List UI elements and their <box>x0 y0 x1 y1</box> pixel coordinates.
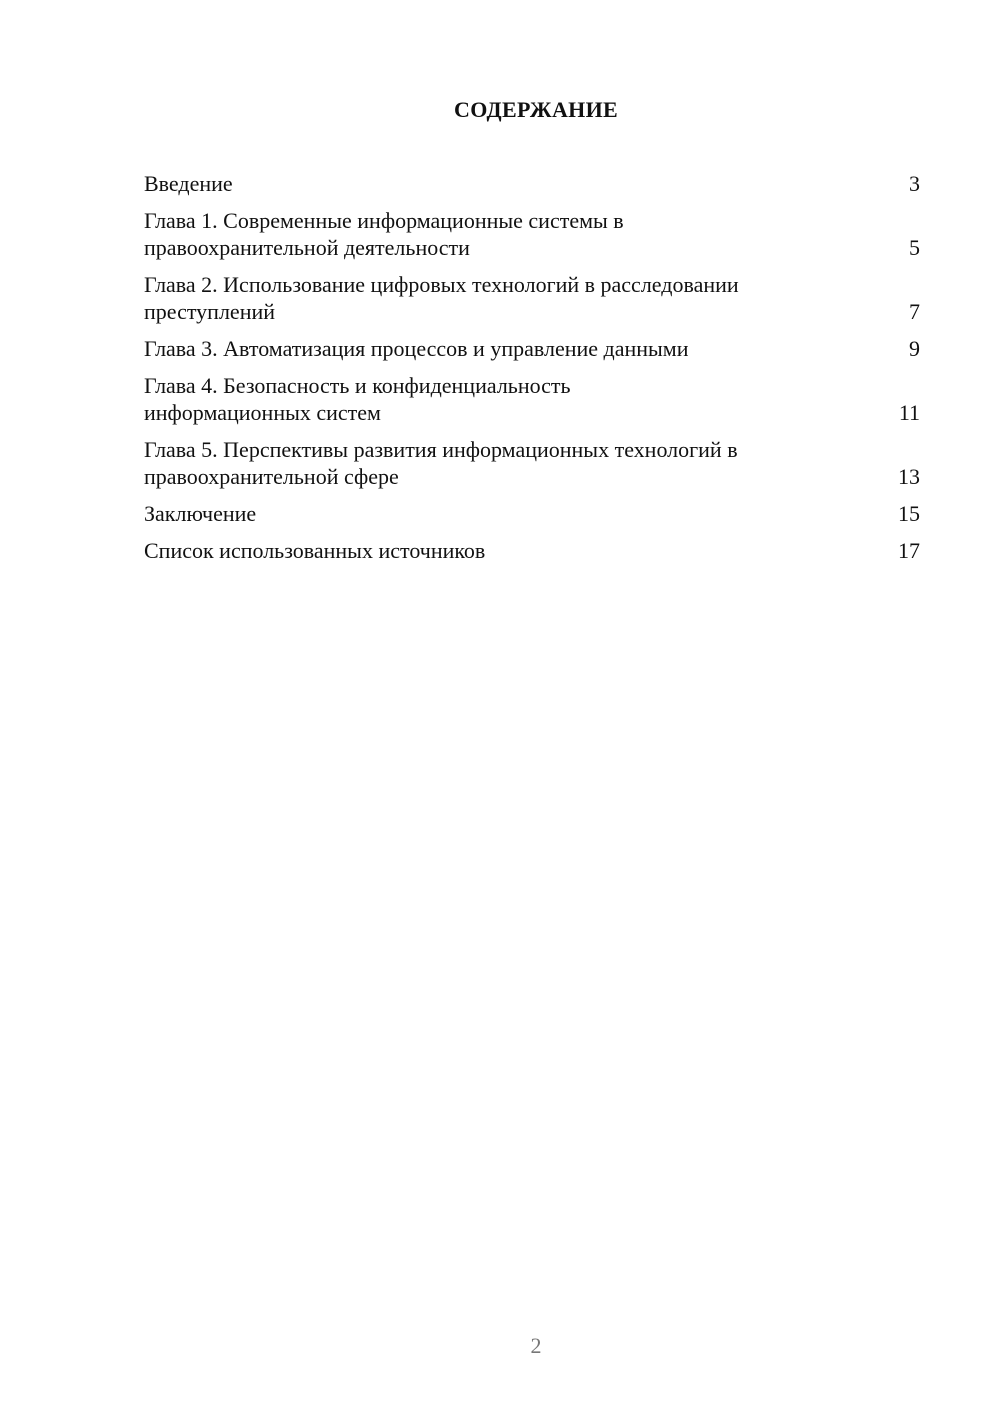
toc-entry-page: 15 <box>898 501 920 526</box>
toc-entry-page: 13 <box>898 464 920 489</box>
toc-entry-text: Глава 1. Современные информационные системы в правоохранительной деятельности <box>144 208 624 260</box>
toc-entry-page: 17 <box>898 538 920 563</box>
toc-entry-chapter-3[interactable] <box>144 335 920 362</box>
toc-entry-chapter-2[interactable] <box>144 271 920 325</box>
toc-entry-introduction[interactable] <box>144 170 920 197</box>
page-number: 2 <box>530 1333 542 1358</box>
toc-entry-page: 5 <box>909 235 920 260</box>
toc-entry-text: Глава 4. Безопасность и конфиденциальность информационных систем <box>144 373 571 425</box>
toc-entry-page: 7 <box>909 299 920 324</box>
toc-entry-page: 9 <box>909 336 920 361</box>
toc-entry-page: 11 <box>898 400 920 425</box>
toc-entry-page: 3 <box>909 171 920 196</box>
toc-entry-text: Список использованных источников <box>144 538 486 563</box>
toc-title: СОДЕРЖАНИЕ <box>454 97 618 122</box>
toc-list <box>144 170 920 574</box>
toc-entry-text: Глава 2. Использование цифровых технологий в расследовании преступлений <box>144 272 739 324</box>
toc-entry-conclusion[interactable] <box>144 500 920 527</box>
toc-entry-text: Заключение <box>144 501 257 526</box>
toc-entry-chapter-5[interactable] <box>144 436 920 490</box>
toc-entry-text: Введение <box>144 171 233 196</box>
toc-entry-text: Глава 5. Перспективы развития информационных технологий в правоохранительной сфере <box>144 437 738 489</box>
toc-entry-chapter-4[interactable] <box>144 372 920 426</box>
toc-entry-text: Глава 3. Автоматизация процессов и управление данными <box>144 336 689 361</box>
toc-entry-chapter-1[interactable] <box>144 207 920 261</box>
toc-entry-references[interactable] <box>144 537 920 564</box>
